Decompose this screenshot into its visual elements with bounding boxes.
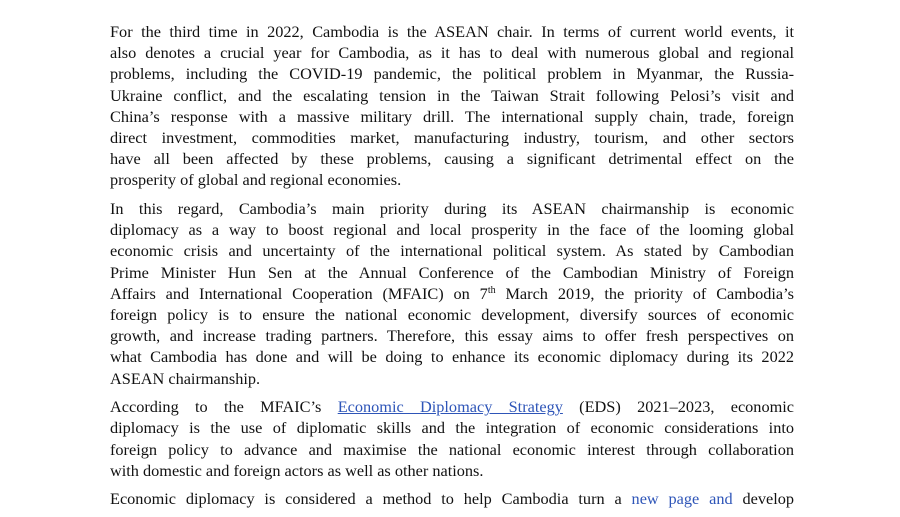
- text-line: [110, 148, 794, 169]
- text-line: [110, 219, 794, 240]
- text-line: [110, 106, 794, 127]
- text-segment: problems, including the COVID-19 pandemic, the political problem in Myanmar, the Russia-: [110, 64, 794, 84]
- text-segment: direct investment, commodities market, manufacturing industry, tourism, and other sectors: [110, 127, 794, 147]
- text-line: [110, 63, 794, 84]
- text-line: [110, 460, 794, 481]
- text-segment: For the third time in 2022, Cambodia is the ASEAN chair. In terms of current world events, it: [110, 22, 794, 41]
- paragraph: [110, 198, 794, 389]
- text-segment: According to the MFAIC’s: [110, 397, 338, 417]
- text-segment: what Cambodia has done and will be doing to enhance its economic diplomacy during its 2022: [110, 347, 794, 367]
- text-line: [110, 368, 794, 389]
- text-line: [110, 169, 794, 190]
- text-line: [110, 346, 794, 367]
- text-line: [110, 127, 794, 148]
- paragraph: [110, 21, 794, 191]
- document-body: [110, 21, 794, 517]
- text-segment: Prime Minister Hun Sen at the Annual Conference of the Cambodian Ministry of Foreign: [110, 262, 794, 282]
- text-segment: Affairs and International Cooperation (MFAIC) on 7: [110, 283, 488, 303]
- text-segment: economic crisis and uncertainty of the international political system. As stated by Cambodian: [110, 241, 794, 261]
- text-segment: with domestic and foreign actors as well as other nations.: [110, 460, 484, 480]
- text-segment: foreign policy to advance and maximise the national economic interest through collaboration: [110, 439, 794, 459]
- hyperlink[interactable]: new page and: [631, 489, 733, 509]
- text-line: [110, 283, 794, 304]
- text-segment: have all been affected by these problems, causing a significant detrimental effect on the: [110, 149, 794, 169]
- text-segment: foreign policy is to ensure the national economic development, diversify sources of economic: [110, 304, 794, 324]
- text-line: [110, 304, 794, 325]
- text-segment: develop: [732, 489, 794, 509]
- superscript: th: [487, 284, 496, 296]
- text-segment: diplomacy as a way to boost regional and local prosperity in the face of the looming global: [110, 220, 794, 240]
- hyperlink[interactable]: Economic Diplomacy Strategy: [337, 397, 563, 417]
- text-line: [110, 21, 794, 42]
- text-line: [110, 325, 794, 346]
- text-segment: growth, and increase trading partners. Therefore, this essay aims to offer fresh perspectives on: [110, 326, 794, 346]
- text-segment: In this regard, Cambodia’s main priority during its ASEAN chairmanship is economic: [110, 199, 794, 218]
- text-segment: ASEAN chairmanship.: [110, 368, 261, 388]
- paragraph: [110, 488, 794, 509]
- text-segment: Economic diplomacy is considered a method to help Cambodia turn a: [110, 489, 632, 509]
- text-line: [110, 42, 794, 63]
- text-line: [110, 85, 794, 106]
- text-segment: Ukraine conflict, and the escalating tension in the Taiwan Strait following Pelosi’s visit and: [110, 85, 794, 105]
- text-segment: diplomacy is the use of diplomatic skills and the integration of economic considerations into: [110, 418, 794, 438]
- text-segment: March 2019, the priority of Cambodia’s: [495, 283, 794, 303]
- text-line: [110, 262, 794, 283]
- text-segment: (EDS) 2021–2023, economic: [562, 397, 795, 417]
- text-segment: also denotes a crucial year for Cambodia, as it has to deal with numerous global and regional: [110, 43, 794, 63]
- text-line: [110, 488, 794, 509]
- text-segment: China’s response with a massive military drill. The international supply chain, trade, foreign: [110, 106, 794, 126]
- text-line: [110, 240, 794, 261]
- text-line: [110, 417, 794, 438]
- text-line: [110, 439, 794, 460]
- text-line: [110, 198, 794, 219]
- text-segment: prosperity of global and regional economies.: [110, 170, 402, 190]
- text-line: [110, 396, 794, 417]
- paragraph: [110, 396, 794, 481]
